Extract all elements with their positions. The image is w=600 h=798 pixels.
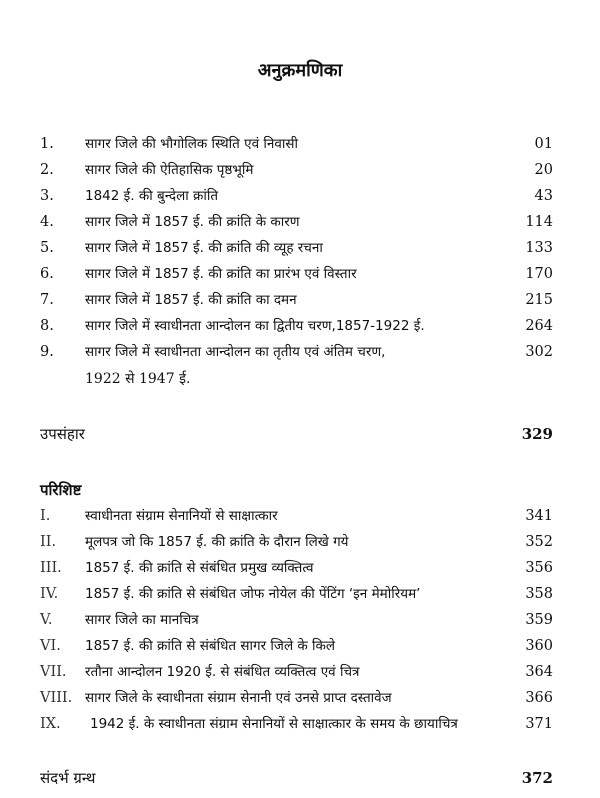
toc-number: 2.	[40, 162, 54, 178]
conclusion-page: 329	[521, 425, 553, 443]
appendix-text: 1857 ई. की क्रांति से संबंधित सागर जिले के किले	[85, 638, 336, 654]
toc-text-continuation: 1922 से 1947 ई.	[85, 371, 191, 387]
conclusion-row	[40, 423, 553, 445]
toc-number: 5.	[40, 240, 54, 256]
toc-page: 114	[525, 214, 553, 230]
appendix-page: 352	[525, 534, 553, 550]
appendix-page: 358	[525, 586, 553, 602]
appendix-text: सागर जिले के स्वाधीनता संग्राम सेनानी एवं उनसे प्राप्त दस्तावेज	[85, 690, 392, 706]
toc-text: सागर जिले में 1857 ई. की क्रांति के कारण	[85, 214, 300, 230]
toc-text: सागर जिले में स्वाधीनता आन्दोलन का द्वितीय चरण,1857-1922 ई.	[85, 318, 425, 334]
toc-page: 302	[525, 344, 553, 360]
appendix-page: 356	[525, 560, 553, 576]
toc-page: 43	[534, 188, 553, 204]
appendix-text: मूलपत्र जो कि 1857 ई. की क्रांति के दौरान लिखे गये	[85, 534, 349, 550]
appendix-number: II.	[40, 534, 57, 550]
appendix-page: 371	[525, 716, 553, 732]
appendix-number: VII.	[40, 664, 67, 680]
toc-page: 264	[525, 318, 553, 334]
conclusion-label: उपसंहार	[40, 425, 85, 443]
toc-text: सागर जिले में स्वाधीनता आन्दोलन का तृतीय एवं अंतिम चरण,	[85, 344, 386, 360]
toc-text: सागर जिले की ऐतिहासिक पृष्ठभूमि	[85, 162, 254, 178]
toc-number: 8.	[40, 318, 54, 334]
appendix-page: 360	[525, 638, 553, 654]
appendix-page: 366	[525, 690, 553, 706]
toc-number: 4.	[40, 214, 54, 230]
toc-page: 215	[525, 292, 553, 308]
toc-text: सागर जिले की भौगोलिक स्थिति एवं निवासी	[85, 136, 299, 152]
appendix-text: 1942 ई. के स्वाधीनता संग्राम सेनानियों से साक्षात्कार के समय के छायाचित्र	[90, 716, 458, 732]
toc-number: 1.	[40, 136, 54, 152]
toc-text: 1842 ई. की बुन्देला क्रांति	[85, 188, 219, 204]
toc-text: सागर जिले में 1857 ई. की क्रांति का दमन	[85, 292, 297, 308]
toc-page: 01	[534, 136, 553, 152]
appendix-number: I.	[40, 508, 51, 524]
appendix-number: III.	[40, 560, 62, 576]
appendix-number: IX.	[40, 716, 61, 732]
appendix-number: V.	[40, 612, 53, 628]
appendix-number: VIII.	[40, 690, 73, 706]
appendix-title: परिशिष्ट	[40, 481, 82, 499]
appendix-page: 359	[525, 612, 553, 628]
appendix-heading	[40, 479, 553, 501]
appendix-text: रतौना आन्दोलन 1920 ई. से संबंधित व्यक्तित्व एवं चित्र	[85, 664, 360, 680]
appendix-text: सागर जिले का मानचित्र	[85, 612, 199, 628]
appendix-text: स्वाधीनता संग्राम सेनानियों से साक्षात्कार	[85, 508, 278, 524]
toc-number: 9.	[40, 344, 54, 360]
toc-number: 7.	[40, 292, 54, 308]
bibliography-label: संदर्भ ग्रन्थ	[40, 769, 96, 787]
toc-number: 6.	[40, 266, 54, 282]
toc-number: 3.	[40, 188, 54, 204]
toc-page: 170	[525, 266, 553, 282]
toc-text: सागर जिले में 1857 ई. की क्रांति का प्रारंभ एवं विस्तार	[85, 266, 357, 282]
appendix-text: 1857 ई. की क्रांति से संबंधित जोफ नोयेल की पेंटिंग ‘इन मेमोरियम’	[85, 586, 421, 602]
appendix-number: IV.	[40, 586, 59, 602]
appendix-page: 341	[525, 508, 553, 524]
toc-page: 20	[534, 162, 553, 178]
appendix-number: VI.	[40, 638, 61, 654]
toc-page: 133	[525, 240, 553, 256]
appendix-text: 1857 ई. की क्रांति से संबंधित प्रमुख व्यक्तित्व	[85, 560, 314, 576]
bibliography-page: 372	[521, 769, 553, 787]
page-title: अनुक्रमणिका	[257, 60, 343, 81]
appendix-page: 364	[525, 664, 553, 680]
bibliography-row	[40, 767, 553, 789]
toc-text: सागर जिले में 1857 ई. की क्रांति की व्यूह रचना	[85, 240, 323, 256]
